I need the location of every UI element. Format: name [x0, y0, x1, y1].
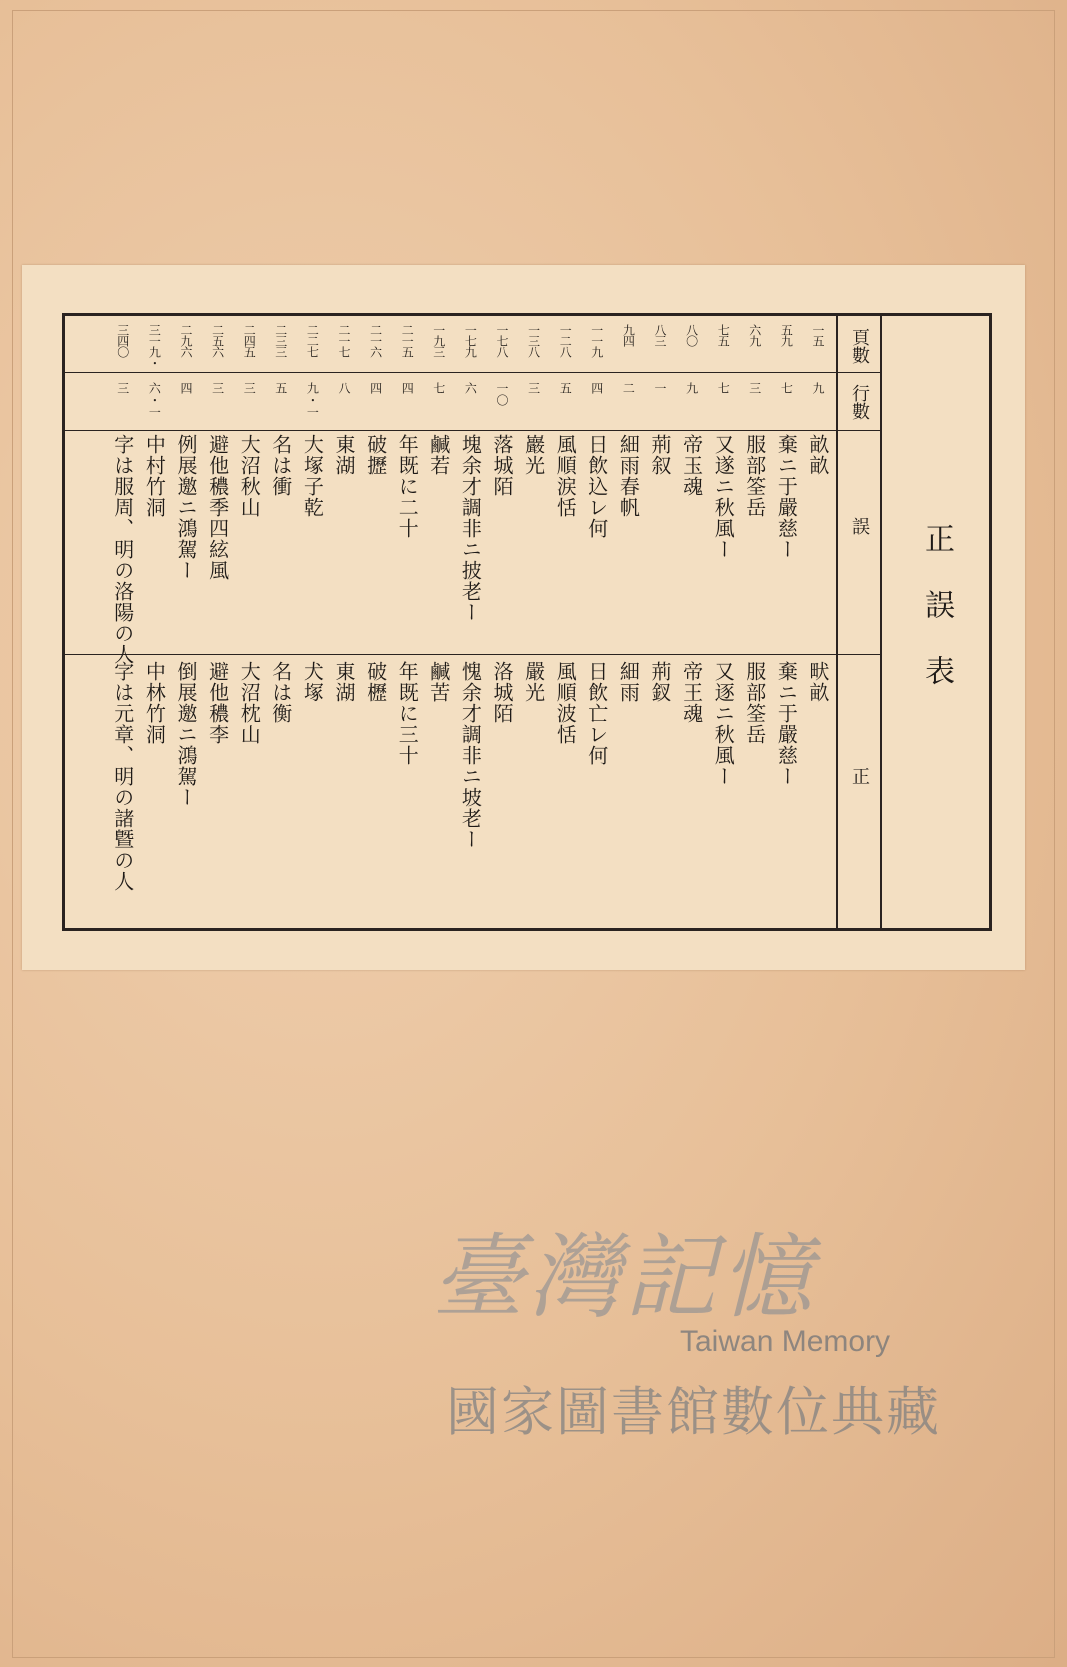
- page-number-cell: 一七八: [495, 324, 509, 357]
- correct-text-cell: 帝王魂: [679, 661, 704, 724]
- line-number-cell: 四: [400, 382, 415, 394]
- wrong-text-cell: 名は衝: [268, 434, 293, 497]
- wrong-text-cell: 例展邀ニ鴻駕ー: [174, 434, 198, 581]
- page-number-cell: 一五: [811, 324, 825, 346]
- line-number-cell: 七: [716, 382, 731, 394]
- header-page: 頁數: [849, 328, 870, 364]
- title-divider: [880, 316, 882, 928]
- page-number-cell: 六九: [747, 324, 762, 346]
- wrong-text-cell: 棄ニ于嚴慈ー: [774, 434, 799, 560]
- wrong-text-cell: 又遂ニ秋風ー: [711, 434, 736, 560]
- page-number-cell: 二九六: [179, 324, 193, 357]
- errata-row: [548, 316, 582, 928]
- page-number-cell: 三一九・: [147, 324, 162, 368]
- errata-row: [517, 316, 551, 928]
- page-number-cell: 二二七: [305, 324, 320, 357]
- wrong-text-cell: 中村竹洞: [142, 434, 167, 518]
- correct-text-cell: 中林竹洞: [142, 661, 167, 745]
- correct-text-cell: 洛城陌: [490, 661, 514, 724]
- page-number-cell: 一三八: [526, 324, 541, 357]
- errata-row: [106, 316, 140, 928]
- wrong-text-cell: 年既に二十: [395, 434, 420, 539]
- line-number-cell: 一: [653, 382, 667, 394]
- line-number-cell: 四: [589, 382, 604, 394]
- page-number-cell: 七五: [716, 324, 731, 346]
- correct-text-cell: 畎畝: [806, 661, 830, 703]
- page-number-cell: 一九三: [431, 324, 446, 357]
- errata-row: [643, 316, 677, 928]
- line-number-cell: 六: [463, 382, 478, 394]
- correct-text-cell: 鹹苦: [426, 661, 451, 703]
- line-number-cell: 九: [684, 382, 699, 394]
- line-number-cell: 三: [242, 382, 257, 394]
- correct-text-cell: 嚴光: [521, 661, 546, 703]
- errata-table-frame: [62, 313, 992, 931]
- correct-text-cell: 東湖: [332, 661, 356, 703]
- errata-row: [675, 316, 709, 928]
- page-number-cell: 二一七: [337, 324, 351, 357]
- wrong-text-cell: 荊叙: [648, 434, 672, 476]
- page-number-cell: 二一六: [368, 324, 383, 357]
- errata-row: [201, 316, 235, 928]
- wrong-text-cell: 細雨春帆: [616, 434, 641, 518]
- errata-title-text: 正誤表: [919, 523, 954, 721]
- wrong-text-cell: 避他穠季四絃風: [205, 434, 230, 581]
- wrong-text-cell: 服部筌岳: [742, 434, 767, 518]
- errata-row: [232, 316, 266, 928]
- line-number-cell: 四: [368, 382, 383, 394]
- errata-row: [611, 316, 645, 928]
- line-number-cell: 四: [179, 382, 193, 394]
- correct-text-cell: 名は衡: [268, 661, 293, 724]
- line-number-cell: 九: [811, 382, 825, 394]
- line-number-cell: 六・一: [147, 382, 162, 418]
- wrong-text-cell: 畝畝: [806, 434, 830, 476]
- wrong-text-cell: 帝玉魂: [679, 434, 704, 497]
- wrong-text-cell: 巖光: [521, 434, 546, 476]
- wrong-text-cell: 大沼秋山: [237, 434, 262, 518]
- wrong-text-cell: 破攊: [363, 434, 388, 476]
- errata-row: [390, 316, 424, 928]
- page-number-cell: 一二八: [558, 324, 573, 357]
- line-number-cell: 七: [431, 382, 446, 394]
- line-number-cell: 一〇: [495, 382, 509, 406]
- correct-text-cell: 又逐ニ秋風ー: [711, 661, 736, 787]
- errata-row: [169, 316, 203, 928]
- watermark-english: Taiwan Memory: [680, 1325, 891, 1358]
- correct-text-cell: 細雨: [616, 661, 641, 703]
- correct-text-cell: 字は元章、明の諸曁の人: [110, 661, 135, 892]
- errata-slip: [22, 265, 1025, 970]
- bleed-through-text: [150, 190, 164, 220]
- errata-table: [65, 316, 880, 928]
- page-number-cell: 三四〇: [115, 324, 130, 357]
- errata-title: [883, 316, 989, 928]
- line-number-cell: 二: [621, 382, 636, 394]
- errata-row: [264, 316, 298, 928]
- correct-text-cell: 犬塚: [300, 661, 325, 703]
- errata-row: [453, 316, 487, 928]
- errata-row: [801, 316, 835, 928]
- watermark-org: 國家圖書館數位典藏: [446, 1382, 941, 1443]
- line-number-cell: 九・一: [305, 382, 320, 418]
- line-number-cell: 五: [273, 382, 288, 394]
- errata-row: [359, 316, 393, 928]
- correct-text-cell: 年既に三十: [395, 661, 420, 766]
- page-number-cell: 八三: [653, 324, 667, 346]
- correct-text-cell: 棄ニ于嚴慈ー: [774, 661, 799, 787]
- wrong-text-cell: 鹹若: [426, 434, 451, 476]
- page-number-cell: 二一五: [400, 324, 415, 357]
- line-number-cell: 八: [337, 382, 351, 394]
- page-number-cell: 九四: [621, 324, 636, 346]
- correct-text-cell: 愧余才調非ニ坡老ー: [458, 661, 483, 850]
- errata-row: [738, 316, 772, 928]
- correct-text-cell: 日飲亡レ何: [584, 661, 609, 766]
- wrong-text-cell: 日飲込レ何: [584, 434, 609, 539]
- page-number-cell: 二四五: [242, 324, 257, 357]
- errata-row: [327, 316, 361, 928]
- wrong-text-cell: 塊余才調非ニ披老ー: [458, 434, 483, 623]
- errata-row: [295, 316, 329, 928]
- correct-text-cell: 大沼枕山: [237, 661, 262, 745]
- errata-row: [422, 316, 456, 928]
- line-number-cell: 三: [210, 382, 225, 394]
- correct-text-cell: 倒展邀ニ鴻駕ー: [174, 661, 198, 808]
- header-line: 行數: [849, 384, 870, 420]
- errata-row: [137, 316, 171, 928]
- errata-row: [769, 316, 803, 928]
- page-number-cell: 八〇: [684, 324, 699, 346]
- header-wrong: 誤: [849, 517, 870, 535]
- wrong-text-cell: 落城陌: [490, 434, 514, 497]
- header-right: 正: [849, 767, 870, 785]
- page-number-cell: 二五六: [210, 324, 225, 357]
- correct-text-cell: 破櫪: [363, 661, 388, 703]
- errata-row: [706, 316, 740, 928]
- correct-text-cell: 風順波恬: [553, 661, 578, 745]
- wrong-text-cell: 字は服周、明の洛陽の人: [110, 434, 135, 665]
- line-number-cell: 三: [526, 382, 541, 394]
- errata-row: [485, 316, 519, 928]
- page-number-cell: 五九: [779, 324, 794, 346]
- wrong-text-cell: 風順涙恬: [553, 434, 578, 518]
- page-number-cell: 一一九: [589, 324, 604, 357]
- line-number-cell: 七: [779, 382, 794, 394]
- correct-text-cell: 荊釵: [648, 661, 672, 703]
- line-number-cell: 五: [558, 382, 573, 394]
- page-number-cell: 一七九: [463, 324, 478, 357]
- watermark-calligraphy: 臺灣記憶: [432, 1224, 817, 1331]
- line-number-cell: 三: [115, 382, 130, 394]
- errata-row: [580, 316, 614, 928]
- line-number-cell: 三: [747, 382, 762, 394]
- header-divider: [836, 316, 838, 928]
- correct-text-cell: 避他穠李: [205, 661, 230, 745]
- wrong-text-cell: 大塚子乾: [300, 434, 325, 518]
- wrong-text-cell: 東湖: [332, 434, 356, 476]
- correct-text-cell: 服部筌岳: [742, 661, 767, 745]
- page-number-cell: 二三三: [273, 324, 288, 357]
